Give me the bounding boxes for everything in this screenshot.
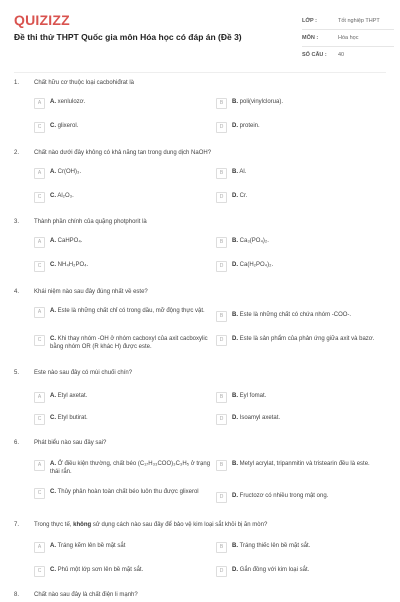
option-label: B. [232,169,238,175]
option-c[interactable] [34,122,78,133]
option-a[interactable] [34,307,214,318]
option-text: Al₂O₃. [57,193,74,199]
option-letter: C [34,122,45,133]
option-text: Khi thay nhóm -OH ở nhóm cacboxyl của axit cacboxylic bằng nhóm OR (R khác H) được este. [50,336,208,350]
meta-key: MÔN : [302,35,319,41]
option-text: Fructozơ có nhiều trong mật ong. [239,493,329,499]
option-a[interactable] [34,542,125,553]
page-title: Đề thi thử THPT Quốc gia môn Hóa học có đáp án (Đề 3) [14,32,242,42]
option-label: C. [50,123,56,129]
option-label: D. [232,262,238,268]
option-text: Phủ một lớp sơn lên bề mặt sắt. [57,567,144,573]
option-text: Eyl fomat. [239,393,267,399]
option-d[interactable] [216,414,280,425]
option-label: D. [232,336,238,342]
question-text: Este nào sau đây có mùi chuối chín? [34,370,133,376]
option-letter: B [216,542,227,553]
option-letter: B [216,237,227,248]
meta-key: LỚP : [302,18,317,24]
option-b[interactable] [216,98,283,109]
option-label: C. [50,262,56,268]
option-letter: D [216,122,227,133]
option-label: D. [232,493,238,499]
option-b[interactable] [216,237,269,248]
option-d[interactable] [216,192,247,203]
option-c[interactable] [34,192,74,203]
option-label: B. [232,312,238,318]
question-2 [14,150,386,210]
meta-value: Tốt nghiệp THPT [338,18,380,24]
option-d[interactable] [216,122,260,133]
option-text: NH₄H₂PO₄. [57,262,89,268]
option-letter: C [34,414,45,425]
quiz-meta-table [302,13,394,63]
option-label: C. [50,489,56,495]
question-text: Thành phần chính của quặng photphorit là [34,219,147,225]
option-c[interactable] [34,414,88,425]
option-text: Thủy phân hoàn toàn chất béo luôn thu được glixerol [57,489,199,495]
question-number: 5. [14,370,20,376]
option-label: A. [50,99,56,105]
option-text: Este là những chất chỉ có trong dầu, mỡ động thực vật. [57,308,205,314]
option-label: D. [232,415,238,421]
question-text: Chất nào dưới đây không có khả năng tan trong dung dịch NaOH? [34,150,212,156]
question-3 [14,219,386,279]
option-letter: A [34,237,45,248]
option-label: C. [50,193,56,199]
option-letter: A [34,168,45,179]
question-6 [14,440,386,510]
header-divider [14,72,386,73]
option-text: CaHPO₄. [57,238,83,244]
question-number: 8. [14,592,20,598]
option-letter: A [34,392,45,403]
option-letter: C [34,261,45,272]
option-text: Tráng kẽm lên bề mặt sắt [57,543,126,549]
question-number: 3. [14,219,20,225]
option-label: C. [50,415,56,421]
option-d[interactable] [216,566,309,577]
question-number: 1. [14,80,20,86]
option-letter: A [34,460,45,471]
option-c[interactable] [34,488,214,499]
option-label: D. [232,123,238,129]
option-label: A. [50,393,56,399]
option-b[interactable] [216,311,386,322]
option-text: Ca₃(PO₄)₂. [239,238,269,244]
option-label: D. [232,567,238,573]
meta-row-subject [302,30,394,47]
option-text: Cr(OH)₃. [57,169,82,175]
question-5 [14,370,386,430]
meta-row-class [302,13,394,30]
option-text: Ở điều kiện thường, chất béo (C₁₇H₃₃COO)₃C₃H₅ ở trạng thái rắn. [50,461,211,475]
option-text: Etyl axetat. [57,393,88,399]
option-b[interactable] [216,392,266,403]
question-number: 4. [14,289,20,295]
option-label: A. [50,308,56,314]
option-label: D. [232,193,238,199]
option-label: A. [50,238,56,244]
option-text: Este là sản phẩm của phản ứng giữa axit và bazơ. [239,336,375,342]
option-letter: B [216,392,227,403]
option-letter: D [216,492,227,503]
option-letter: B [216,98,227,109]
meta-value: Hóa học [338,35,359,41]
option-label: C. [50,567,56,573]
option-label: A. [50,543,56,549]
quizizz-logo: QUIZIZZ [14,12,70,28]
option-letter: C [34,566,45,577]
option-c[interactable] [34,566,143,577]
option-letter: B [216,311,227,322]
option-letter: A [34,98,45,109]
question-1 [14,80,386,140]
option-label: B. [232,543,238,549]
option-a[interactable] [34,460,214,476]
option-text: Gắn đồng với kim loại sắt. [239,567,310,573]
option-letter: B [216,168,227,179]
option-letter: D [216,192,227,203]
option-label: B. [232,393,238,399]
option-text: Al. [239,169,247,175]
option-label: A. [50,169,56,175]
option-letter: B [216,460,227,471]
option-d[interactable] [216,492,386,503]
question-number: 2. [14,150,20,156]
option-b[interactable] [216,542,310,553]
option-c[interactable] [34,335,214,351]
option-text: Este là những chất có chứa nhóm -COO-. [239,312,352,318]
question-text: Chất nào sau đây là chất điện li mạnh? [34,592,138,598]
question-text: Trong thực tế, không sử dụng cách nào sau đây để bảo vệ kim loại sắt khỏi bị ăn mòn? [34,522,268,528]
option-d[interactable] [216,261,273,272]
quiz-header [0,0,400,70]
option-letter: C [34,488,45,499]
question-number: 6. [14,440,20,446]
option-label: B. [232,461,238,467]
option-text: Metyl acrylat, tripanmitin và tristearin đều là este. [239,461,370,467]
option-letter: C [34,335,45,346]
option-text: Etyl butirat. [57,415,88,421]
option-label: A. [50,461,56,467]
option-d[interactable] [216,335,386,346]
option-text: xenlulozơ. [57,99,86,105]
option-b[interactable] [216,168,246,179]
option-text: poli(vinylclorua). [239,99,284,105]
question-text: Chất hữu cơ thuộc loại cacbohiđrat là [34,80,135,86]
option-letter: C [34,192,45,203]
option-a[interactable] [34,168,81,179]
option-a[interactable] [34,98,85,109]
option-text: Ca(H₂PO₄)₂. [239,262,274,268]
option-letter: A [34,307,45,318]
option-text: glixerol. [57,123,79,129]
option-letter: D [216,566,227,577]
option-label: B. [232,99,238,105]
question-7 [14,522,386,582]
question-4 [14,289,386,364]
question-text: Khái niệm nào sau đây đúng nhất về este? [34,289,148,295]
option-text: Cr. [239,193,248,199]
option-letter: A [34,542,45,553]
option-letter: D [216,335,227,346]
meta-key: SỐ CÂU : [302,52,327,58]
question-number: 7. [14,522,20,528]
meta-row-count [302,47,394,63]
option-b[interactable] [216,460,386,471]
meta-value: 40 [338,52,345,58]
option-label: B. [232,238,238,244]
option-text: Isoamyl axetat. [239,415,281,421]
option-c[interactable] [34,261,88,272]
option-letter: D [216,414,227,425]
option-a[interactable] [34,392,87,403]
question-8 [14,592,386,602]
option-text: Tráng thiếc lên bề mặt sắt. [239,543,311,549]
option-label: C. [50,336,56,342]
option-letter: D [216,261,227,272]
option-text: protein. [239,123,260,129]
option-a[interactable] [34,237,82,248]
question-text: Phát biểu nào sau đây sai? [34,440,107,446]
